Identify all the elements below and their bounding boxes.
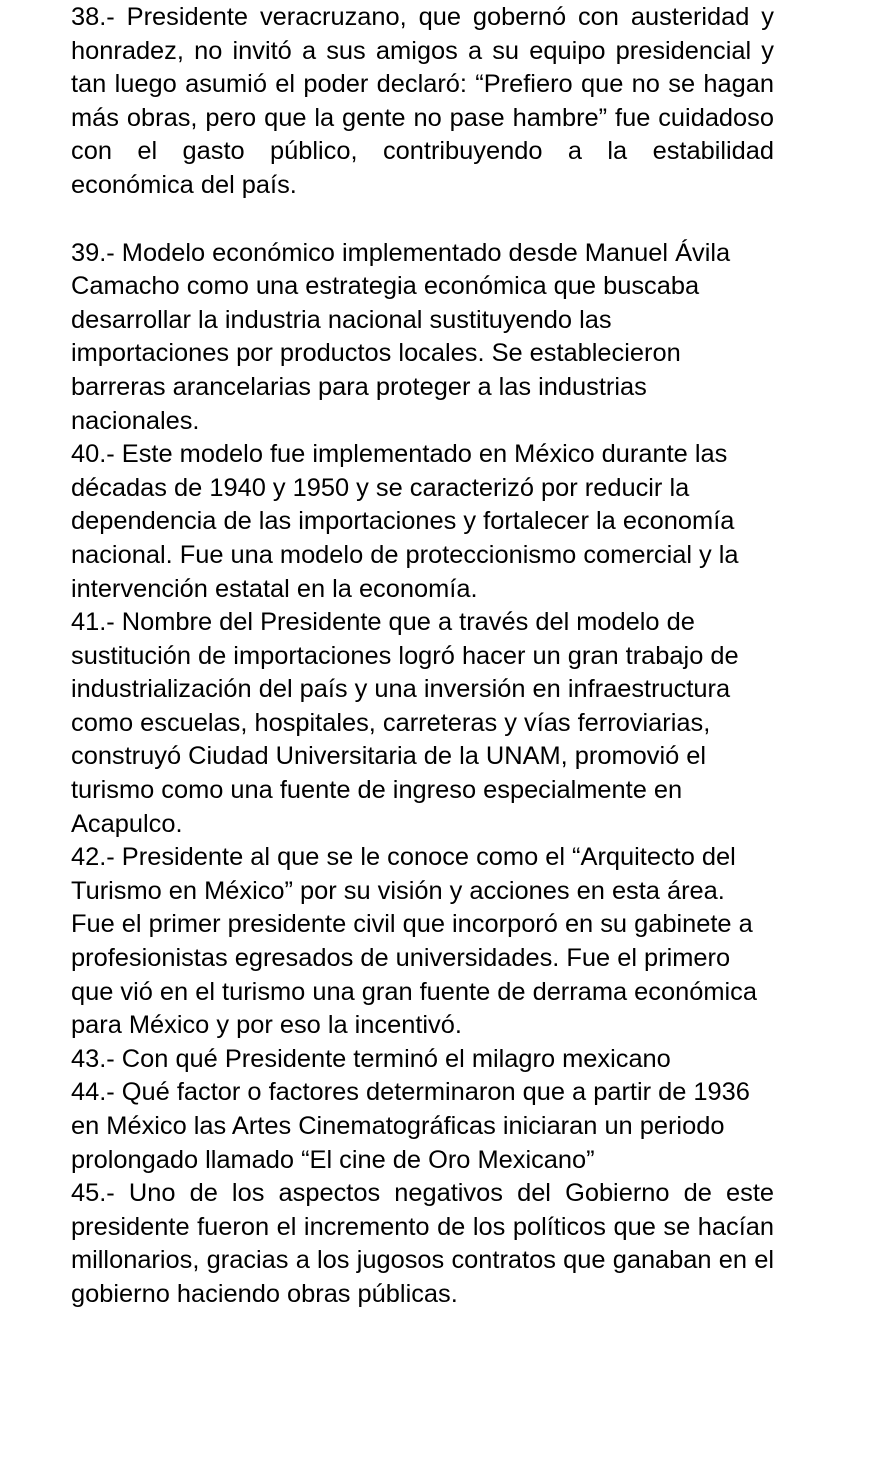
document-page: [71, 0, 774, 1312]
question-43: 43.- Con qué Presidente terminó el milagro mexicano: [71, 1044, 671, 1073]
question-42: 42.- Presidente al que se le conoce como el “Arquitecto del Turismo en México” por su visión y acciones en esta área. Fue el primer presidente civil que incorporó en su gabinete a profesionistas egresados de universidades. Fue el primero que vió en el turismo una gran fuente de derrama económica para México y por eso la incentivó.: [71, 843, 757, 1040]
question-40: 40.- Este modelo fue implementado en México durante las décadas de 1940 y 1950 y se caracterizó por reducir la dependencia de las importaciones y fortalecer la economía nacional. Fue una modelo de proteccionismo comercial y la intervención estatal en la economía.: [71, 440, 739, 603]
question-44: 44.- Qué factor o factores determinaron que a partir de 1936 en México las Artes Cinematográficas iniciaran un periodo prolongado llamado “El cine de Oro Mexicano”: [71, 1078, 750, 1174]
question-41: 41.- Nombre del Presidente que a través del modelo de sustitución de importaciones logró hacer un gran trabajo de industrialización del país y una inversión en infraestructura como escuelas, hospitales, carreteras y vías ferroviarias, construyó Ciudad Universitaria de la UNAM, promovió el turismo como una fuente de ingreso especialmente en Acapulco.: [71, 608, 739, 838]
question-39: 39.- Modelo económico implementado desde Manuel Ávila Camacho como una estrategia económica que buscaba desarrollar la industria nacional sustituyendo las importaciones por productos locales. Se establecieron barreras arancelarias para proteger a las industrias nacionales.: [71, 238, 731, 435]
question-45: 45.- Uno de los aspectos negativos del Gobierno de este presidente fueron el incremento de los políticos que se hacían millonarios, gracias a los jugosos contratos que ganaban en el gobierno haciendo obras públicas.: [71, 1179, 774, 1308]
question-38: 38.- Presidente veracruzano, que gobernó con austeridad y honradez, no invitó a sus amigos a su equipo presidencial y tan luego asumió el poder declaró: “Prefiero que no se hagan más obras, pero que la gente no pase hambre” fue cuidadoso con el gasto público, contribuyendo a la estabilidad económica del país.: [71, 3, 774, 199]
